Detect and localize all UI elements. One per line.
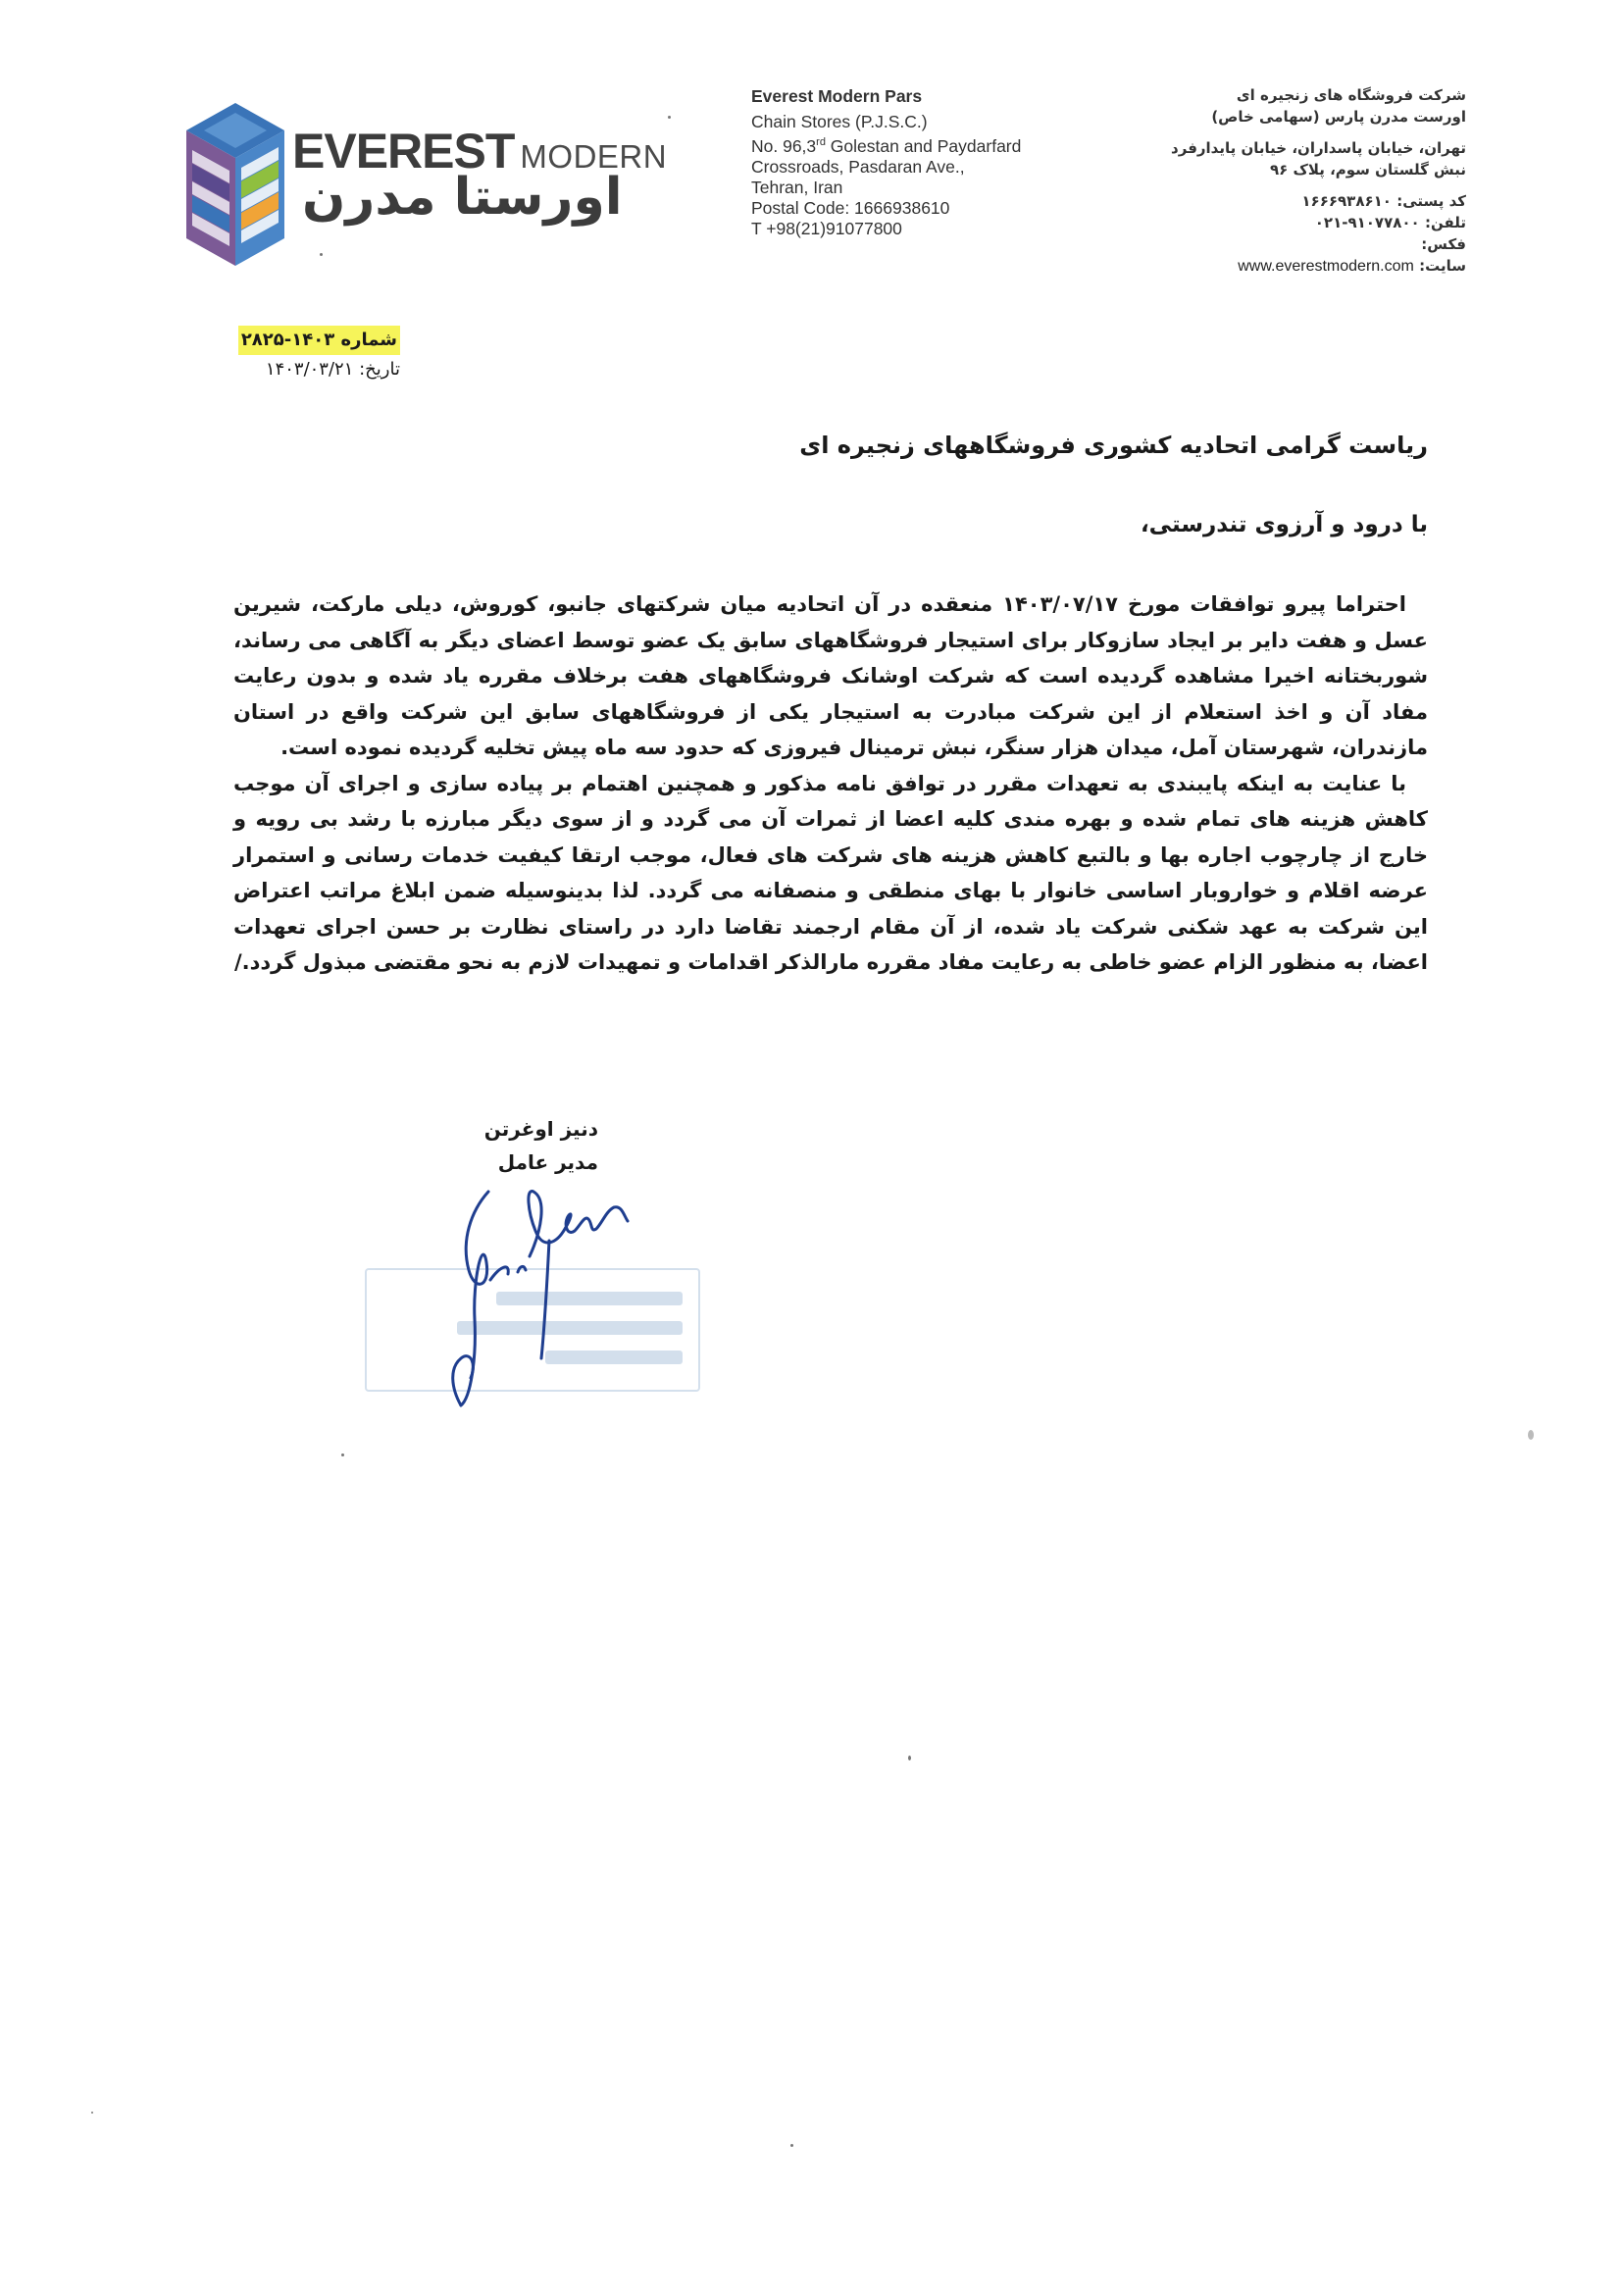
address-line-fa: نبش گلستان سوم، پلاک ۹۶ (1269, 161, 1466, 178)
postal-code-en: Postal Code: 1666938610 (751, 197, 950, 218)
address-line-en: Chain Stores (P.J.S.C.) (751, 112, 928, 131)
scan-speck (790, 2144, 793, 2147)
phone-fa: تلفن: ۹۱۰۷۷۸۰۰-۰۲۱ (1314, 214, 1466, 231)
logo-modern-text: MODERN (520, 138, 668, 175)
letter-paragraph: با عنایت به اینکه پایبندی به تعهدات مقرر در توافق نامه مذکور و همچنین اهتمام بر پیاده سازی و اجرای آن موجب کاهش هزینه های تمام شده و بهره مندی کلیه اعضا از ثمرات آن می گردد و از سوی دیگر مبارزه با رشد بی رویه و خارج از چارچوب اجاره بها و بالتبع کاهش هزینه های شرکت های فعال، موجب ارتقا کیفیت خدمات رسانی و استمرار عرضه اقلام و خواروبار اساسی خانوار با بهای منطقی و منصفانه می گردد. لذا بدینوسیله ضمن ابلاغ مراتب اعتراض این شرکت به عهد شکنی شرکت یاد شده، از آن مقام ارجمند تقاضا دارد در راستای نظارت بر حسن اجرای تعهدات اعضا، به منظور الزام عضو خاطی به رعایت مفاد مقرره مارالذکر اقدامات و تمهیدات لازم به نحو مقتضی مبذول گردد./ (233, 771, 1428, 974)
scan-speck (320, 253, 323, 256)
website-link[interactable]: www.everestmodern.com (1238, 258, 1414, 275)
address-block-fa (1133, 84, 1466, 278)
address-line-en: No. 96,3rd Golestan and Paydarfard (751, 135, 1022, 156)
scan-speck (341, 1453, 344, 1456)
handwritten-signature (431, 1172, 667, 1417)
scan-speck (1528, 1430, 1534, 1440)
letter-meta (204, 326, 400, 384)
logo-wordmark-fa: اورستا مدرن (302, 168, 623, 227)
letter-number: شماره ۱۴۰۳-۲۸۲۵ (238, 326, 400, 355)
company-name-en: Everest Modern Pars (751, 86, 923, 106)
logo-cube-icon (177, 74, 294, 270)
letter-body (233, 586, 1428, 981)
company-name-fa: شرکت فروشگاه های زنجیره ای (1236, 86, 1466, 104)
signer-title: مدیر عامل (497, 1150, 598, 1174)
signer-name: دنیز اوغرتن (483, 1117, 598, 1141)
address-block-en (751, 86, 1085, 239)
letter-paragraph: احتراما پیرو توافقات مورخ ۱۴۰۳/۰۷/۱۷ منعقده در آن اتحادیه میان شرکتهای جانبو، کوروش، دیلی مارکت، شیرین عسل و هفت دایر بر ایجاد سازوکار برای استیجار فروشگاههای سابق یک عضو توسط اعضای دیگر به آگاهی می رساند، شوربختانه اخیرا مشاهده گردیده است که شرکت اوشانک فروشگاههای هفت برخلاف مقرره یاد شده و بدون رعایت مفاد آن و اخذ استعلام از این شرکت مبادرت به استیجار یکی از فروشگاههای سابق این شرکت واقع در استان مازندران، شهرستان آمل، میدان هزار سنگر، نبش ترمینال فیروزی که حدود سه ماه پیش تخلیه گردیده نموده است. (233, 592, 1428, 759)
signer-block (461, 1112, 598, 1179)
scan-speck (908, 1756, 911, 1760)
scan-speck (91, 2112, 93, 2114)
scan-speck (668, 116, 671, 119)
address-line-en: Crossroads, Pasdaran Ave., (751, 156, 965, 177)
company-type-fa: اورست مدرن پارس (سهامی خاص) (1211, 108, 1466, 126)
letter-date: تاریخ: ۱۴۰۳/۰۳/۲۱ (265, 359, 400, 380)
fax-fa: فکس: (1421, 235, 1466, 253)
company-logo (177, 74, 686, 270)
website-fa: سایت: www.everestmodern.com (1238, 257, 1466, 275)
address-line-en: Tehran, Iran (751, 177, 843, 197)
letter-recipient: ریاست گرامی اتحادیه کشوری فروشگاههای زنجیره ای (799, 432, 1428, 459)
phone-en: T +98(21)91077800 (751, 218, 902, 238)
letter-greeting: با درود و آرزوی تندرستی، (1140, 512, 1428, 537)
postal-code-fa: کد پستی: ۱۶۶۶۹۳۸۶۱۰ (1301, 192, 1466, 210)
address-line-fa: تهران، خیابان پاسداران، خیابان پایدارفرد (1171, 139, 1466, 157)
logo-everest-text: EVEREST (292, 124, 515, 178)
